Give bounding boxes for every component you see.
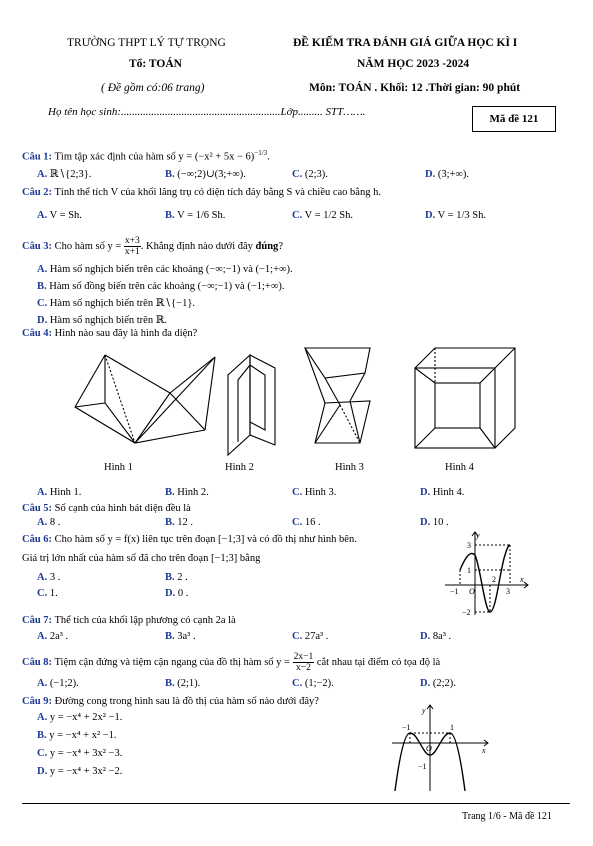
q6-option-b[interactable]: B. 2 .	[165, 572, 188, 583]
q7-option-b[interactable]: B. 3a³ .	[165, 631, 196, 642]
q2-option-d[interactable]: D. V = 1/3 Sh.	[425, 210, 486, 221]
q9-option-d[interactable]: D. y = −x⁴ + 3x² −2.	[37, 766, 123, 777]
q6-option-d[interactable]: D. 0 .	[165, 588, 189, 599]
q4-option-b[interactable]: B. Hình 2.	[165, 487, 209, 498]
figure-4-label: Hình 4	[445, 462, 474, 473]
q6-graph-origin: O	[469, 587, 475, 596]
q6-graph-x-label: x	[520, 575, 524, 584]
q9-graph-tick-ym1: −1	[418, 762, 427, 771]
q6-graph	[440, 530, 530, 620]
q6-graph-tick-x2: 2	[492, 575, 496, 584]
q5-option-c[interactable]: C. 16 .	[292, 517, 321, 528]
q6-option-a[interactable]: A. 3 .	[37, 572, 61, 583]
figure-3-label: Hình 3	[335, 462, 364, 473]
q6-graph-tick-xm1: −1	[450, 587, 459, 596]
q9-graph-x-label: x	[482, 746, 486, 755]
q3-option-b[interactable]: B. Hàm số đồng biến trên các khoảng (−∞;−1) và (−1;+∞).	[37, 281, 285, 292]
q1-option-a[interactable]: A. ℝ∖{2;3}.	[37, 169, 92, 180]
question-3: Câu 3: Cho hàm số y = $\frac{x+3}{x+1}$ . Khẳng định nào dưới đây đúng?	[22, 236, 283, 257]
school-name: TRƯỜNG THPT LÝ TỰ TRỌNG	[67, 37, 226, 49]
question-8: Câu 8: Tiệm cận đứng và tiệm cận ngang của đồ thị hàm số y = $\frac{2x-1}{x-2}$ cắt nhau tại điểm có tọa độ là	[22, 652, 441, 673]
question-5: Câu 5: Số cạnh của hình bát diện đều là	[22, 503, 191, 514]
pages-note: ( Đề gồm có:06 trang)	[101, 82, 205, 94]
q3-option-d[interactable]: D. Hàm số nghịch biến trên ℝ.	[37, 315, 168, 326]
subject-line: Môn: TOÁN . Khối: 12 .Thời gian: 90 phút	[309, 82, 521, 94]
q9-graph-y-label: y	[422, 706, 426, 715]
q9-graph-origin: O	[426, 744, 432, 753]
figure-1	[65, 345, 215, 455]
question-4: Câu 4: Hình nào sau đây là hình đa diện?	[22, 328, 198, 339]
q1-option-c[interactable]: C. (2;3).	[292, 169, 328, 180]
question-1: Câu 1: Tìm tập xác định của hàm số $y = (-x^2 + 5x - 6)^{-1/3}$.	[22, 149, 270, 163]
figure-1-label: Hình 1	[104, 462, 133, 473]
exam-code: Mã đề 121	[472, 106, 556, 132]
q1-option-b[interactable]: B. (−∞;2)∪(3;+∞).	[165, 169, 246, 180]
q7-option-d[interactable]: D. 8a³ .	[420, 631, 452, 642]
q7-option-c[interactable]: C. 27a³ .	[292, 631, 329, 642]
figure-2	[220, 350, 280, 460]
q6-graph-y-label: y	[476, 531, 480, 540]
q4-option-d[interactable]: D. Hình 4.	[420, 487, 465, 498]
q8-option-b[interactable]: B. (2;1).	[165, 678, 201, 689]
q6-graph-tick-x3: 3	[506, 587, 510, 596]
q8-option-a[interactable]: A. (−1;2).	[37, 678, 79, 689]
school-year: NĂM HỌC 2023 -2024	[357, 58, 470, 70]
figure-4	[410, 343, 520, 458]
question-7: Câu 7: Thể tích của khối lập phương có cạnh 2a là	[22, 615, 236, 626]
figure-2-label: Hình 2	[225, 462, 254, 473]
question-2: Câu 2: Tính thể tích V của khối lăng trụ có diện tích đáy bằng S và chiều cao bằng h.	[22, 187, 381, 198]
q8-option-c[interactable]: C. (1;−2).	[292, 678, 334, 689]
q9-graph	[390, 703, 490, 793]
q2-option-c[interactable]: C. V = 1/2 Sh.	[292, 210, 353, 221]
q5-option-b[interactable]: B. 12 .	[165, 517, 194, 528]
q5-option-d[interactable]: D. 10 .	[420, 517, 449, 528]
q3-option-c[interactable]: C. Hàm số nghịch biến trên ℝ∖{−1}.	[37, 298, 195, 309]
q3-option-a[interactable]: A. Hàm số nghịch biến trên các khoảng (−∞;−1) và (−1;+∞).	[37, 264, 293, 275]
q6-graph-tick-y3: 3	[467, 541, 471, 550]
q9-option-b[interactable]: B. y = −x⁴ + x² −1.	[37, 730, 117, 741]
q9-option-c[interactable]: C. y = −x⁴ + 3x² −3.	[37, 748, 123, 759]
question-9: Câu 9: Đường cong trong hình sau là đồ thị của hàm số nào dưới đây?	[22, 696, 319, 707]
q6-graph-tick-ym2: −2	[462, 608, 471, 617]
footer-rule	[22, 803, 570, 804]
q7-option-a[interactable]: A. 2a³ .	[37, 631, 69, 642]
exam-title: ĐỀ KIỂM TRA ĐÁNH GIÁ GIỮA HỌC KÌ I	[293, 37, 518, 49]
q5-option-a[interactable]: A. 8 .	[37, 517, 61, 528]
q2-option-b[interactable]: B. V = 1/6 Sh.	[165, 210, 226, 221]
q9-graph-tick-x1: 1	[450, 723, 454, 732]
q9-option-a[interactable]: A. y = −x⁴ + 2x² −1.	[37, 712, 123, 723]
q4-option-a[interactable]: A. Hình 1.	[37, 487, 82, 498]
figure-3	[300, 343, 380, 458]
student-line: Họ tên học sinh:..........................................................Lớp......... STT…….	[48, 106, 366, 118]
q6-graph-tick-y1: 1	[467, 566, 471, 575]
q4-option-c[interactable]: C. Hình 3.	[292, 487, 337, 498]
page-footer: Trang 1/6 - Mã đề 121	[462, 811, 552, 822]
q2-option-a[interactable]: A. V = Sh.	[37, 210, 82, 221]
question-6: Câu 6: Cho hàm số y = f(x) liên tục trên đoạn [−1;3] và có đồ thị như hình bên.	[22, 534, 357, 545]
department: Tổ: TOÁN	[129, 58, 182, 70]
q9-graph-tick-xm1: −1	[402, 723, 411, 732]
q6-option-c[interactable]: C. 1.	[37, 588, 58, 599]
q8-option-d[interactable]: D. (2;2).	[420, 678, 456, 689]
question-6-line-2: Giá trị lớn nhất của hàm số đã cho trên đoạn [−1;3] bằng	[22, 553, 261, 564]
q1-option-d[interactable]: D. (3;+∞).	[425, 169, 470, 180]
